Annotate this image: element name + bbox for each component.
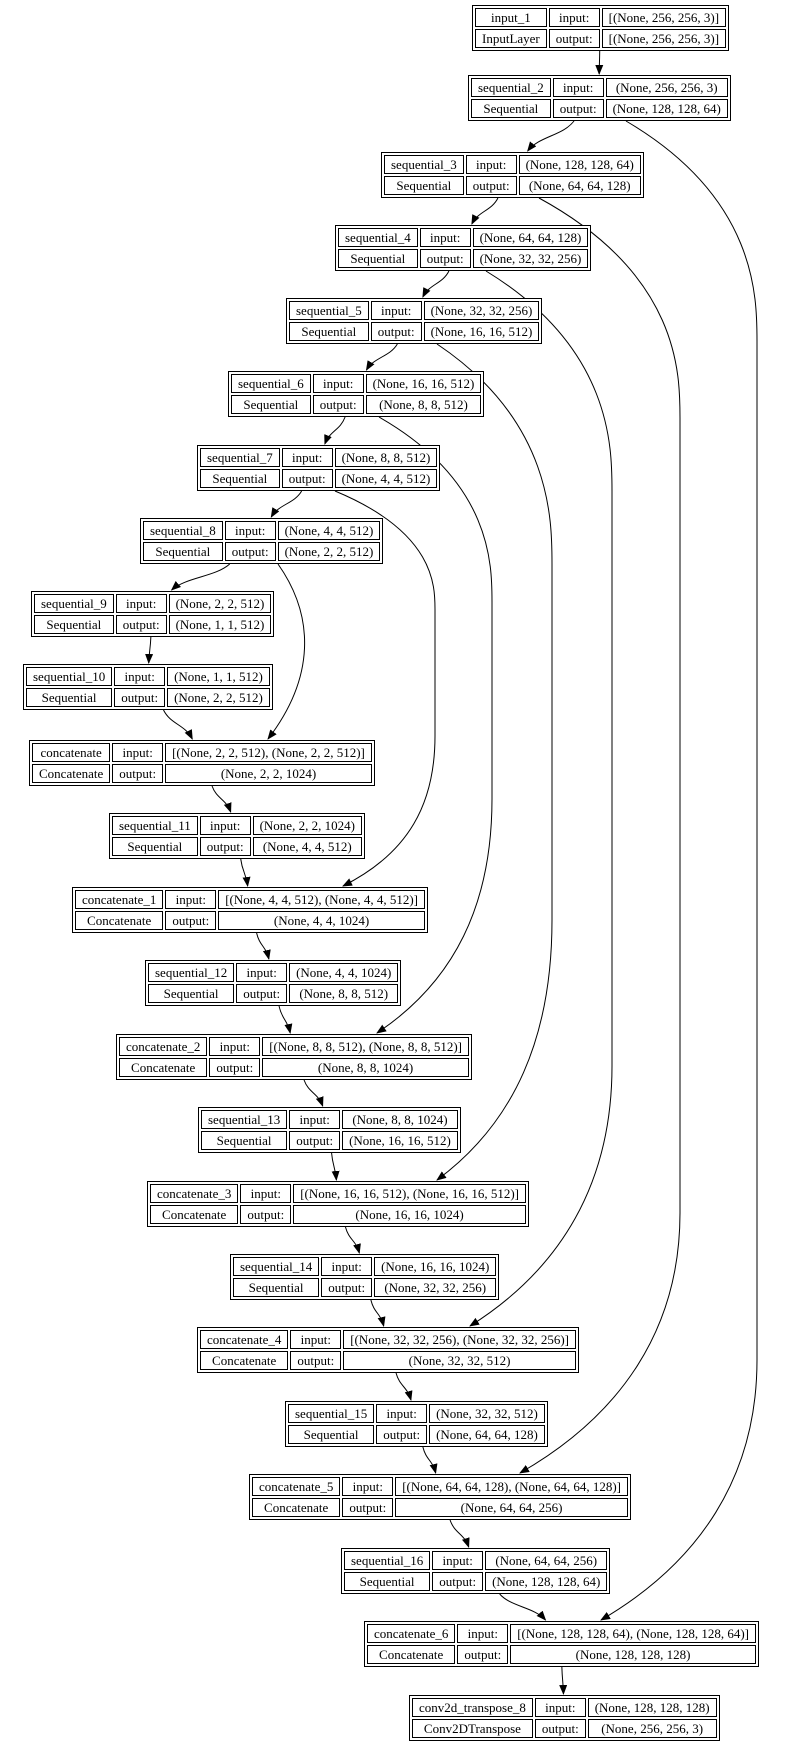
layer-node-sequential_13 [198,1107,461,1153]
input-label: input: [114,667,165,686]
layer-name: sequential_12 [148,963,234,982]
layer-output-row [367,1645,756,1664]
layer-name: sequential_2 [471,78,551,97]
input-label: input: [342,1477,393,1496]
layer-input-row [143,521,380,540]
input-shape: (None, 16, 16, 1024) [374,1257,496,1276]
layer-name: sequential_11 [112,816,198,835]
layer-type: Sequential [143,542,223,561]
input-label: input: [313,374,364,393]
layer-name: input_1 [475,8,547,27]
layer-name: concatenate_3 [150,1184,238,1203]
layer-output-row [143,542,380,561]
input-label: input: [282,448,333,467]
layer-name: concatenate_1 [75,890,163,909]
layer-input-row [150,1184,526,1203]
input-label: input: [432,1551,483,1570]
layer-name: concatenate_4 [200,1330,288,1349]
layer-type: Sequential [471,99,551,118]
layer-node-sequential_6 [228,371,484,417]
output-label: output: [457,1645,508,1664]
layer-output-row [200,1351,576,1370]
layer-type: Sequential [148,984,234,1003]
layer-name: sequential_4 [338,228,418,247]
input-label: input: [236,963,287,982]
output-label: output: [553,99,604,118]
layer-input-row [384,155,641,174]
input-shape: (None, 1, 1, 512) [167,667,270,686]
layer-input-row [412,1698,717,1717]
layer-output-row [75,911,425,930]
layer-input-row [201,1110,458,1129]
layer-type: Sequential [200,469,280,488]
output-shape: (None, 8, 8, 1024) [262,1058,469,1077]
layer-name: sequential_15 [288,1404,374,1423]
input-shape: (None, 32, 32, 512) [429,1404,545,1423]
layer-node-concatenate_4 [197,1327,579,1373]
layer-output-row [475,29,726,48]
output-label: output: [432,1572,483,1591]
layer-type: Sequential [288,1425,374,1444]
input-label: input: [371,301,422,320]
output-label: output: [209,1058,260,1077]
layer-node-sequential_3 [381,152,644,198]
layer-output-row [412,1719,717,1738]
output-label: output: [290,1351,341,1370]
input-label: input: [549,8,600,27]
layer-output-row [148,984,398,1003]
output-label: output: [371,322,422,341]
input-shape: [(None, 128, 128, 64), (None, 128, 128, 64)] [510,1624,756,1643]
input-label: input: [165,890,216,909]
output-shape: [(None, 256, 256, 3)] [602,29,726,48]
layer-type: Concatenate [252,1498,340,1517]
layer-input-row [32,743,372,762]
layer-input-row [75,890,425,909]
layer-input-row [26,667,270,686]
layer-input-row [231,374,481,393]
output-shape: (None, 64, 64, 256) [395,1498,628,1517]
output-label: output: [549,29,600,48]
layer-type: Concatenate [200,1351,288,1370]
output-shape: (None, 4, 4, 512) [335,469,438,488]
layer-type: Sequential [233,1278,319,1297]
layer-output-row [119,1058,469,1077]
layer-output-row [34,615,271,634]
layer-output-row [231,395,481,414]
layer-node-concatenate_3 [147,1181,529,1227]
layer-output-row [112,837,362,856]
output-label: output: [114,688,165,707]
layer-output-row [471,99,728,118]
layer-node-sequential_11 [109,813,365,859]
layer-name: sequential_16 [344,1551,430,1570]
layer-node-input_1 [472,5,729,51]
output-shape: (None, 16, 16, 512) [424,322,540,341]
output-shape: (None, 2, 2, 512) [167,688,270,707]
layer-type: Concatenate [32,764,110,783]
input-shape: [(None, 64, 64, 128), (None, 64, 64, 128)] [395,1477,628,1496]
output-label: output: [420,249,471,268]
input-label: input: [420,228,471,247]
layer-name: sequential_14 [233,1257,319,1276]
layer-name: sequential_10 [26,667,112,686]
output-label: output: [282,469,333,488]
input-shape: (None, 256, 256, 3) [606,78,728,97]
output-label: output: [236,984,287,1003]
layer-node-sequential_2 [468,75,731,121]
input-shape: [(None, 8, 8, 512), (None, 8, 8, 512)] [262,1037,469,1056]
input-shape: (None, 128, 128, 64) [519,155,641,174]
layer-input-row [200,1330,576,1349]
input-label: input: [376,1404,427,1423]
layer-name: concatenate_2 [119,1037,207,1056]
output-shape: (None, 2, 2, 1024) [165,764,372,783]
input-shape: (None, 16, 16, 512) [366,374,482,393]
layer-type: Sequential [231,395,311,414]
layer-type: Concatenate [150,1205,238,1224]
output-label: output: [165,911,216,930]
layer-node-concatenate [29,740,375,786]
input-label: input: [112,743,163,762]
input-shape: (None, 2, 2, 1024) [253,816,362,835]
layer-type: Concatenate [367,1645,455,1664]
layer-input-row [289,301,539,320]
output-shape: (None, 16, 16, 512) [342,1131,458,1150]
layer-node-sequential_5 [286,298,542,344]
layer-input-row [148,963,398,982]
output-label: output: [112,764,163,783]
layer-input-row [338,228,588,247]
input-label: input: [553,78,604,97]
input-label: input: [321,1257,372,1276]
input-label: input: [240,1184,291,1203]
output-label: output: [289,1131,340,1150]
layer-type: Sequential [344,1572,430,1591]
input-shape: (None, 32, 32, 256) [424,301,540,320]
output-shape: (None, 128, 128, 128) [510,1645,756,1664]
layer-name: sequential_7 [200,448,280,467]
layer-input-row [200,448,437,467]
layer-input-row [471,78,728,97]
layer-output-row [289,322,539,341]
layer-name: sequential_3 [384,155,464,174]
layer-node-sequential_16 [341,1548,610,1594]
layer-output-row [26,688,270,707]
input-label: input: [535,1698,586,1717]
output-label: output: [240,1205,291,1224]
layer-input-row [344,1551,607,1570]
input-shape: (None, 4, 4, 512) [278,521,381,540]
input-shape: (None, 2, 2, 512) [169,594,272,613]
input-shape: (None, 128, 128, 128) [588,1698,717,1717]
output-label: output: [535,1719,586,1738]
input-shape: (None, 4, 4, 1024) [289,963,398,982]
output-shape: (None, 2, 2, 512) [278,542,381,561]
output-shape: (None, 4, 4, 512) [253,837,362,856]
layer-type: Sequential [384,176,464,195]
layer-node-sequential_15 [285,1401,548,1447]
layer-input-row [233,1257,496,1276]
output-label: output: [225,542,276,561]
output-shape: (None, 32, 32, 512) [343,1351,576,1370]
layer-output-row [233,1278,496,1297]
layer-output-row [338,249,588,268]
output-shape: (None, 8, 8, 512) [289,984,398,1003]
layer-output-row [201,1131,458,1150]
layer-name: concatenate_5 [252,1477,340,1496]
output-label: output: [376,1425,427,1444]
output-shape: (None, 4, 4, 1024) [218,911,425,930]
input-shape: (None, 8, 8, 1024) [342,1110,458,1129]
layer-node-sequential_4 [335,225,591,271]
layer-type: Sequential [289,322,369,341]
output-shape: (None, 32, 32, 256) [473,249,589,268]
layer-type: Conv2DTranspose [412,1719,533,1738]
input-shape: [(None, 32, 32, 256), (None, 32, 32, 256)] [343,1330,576,1349]
layer-node-concatenate_6 [364,1621,759,1667]
layer-name: concatenate_6 [367,1624,455,1643]
output-shape: (None, 32, 32, 256) [374,1278,496,1297]
input-shape: (None, 64, 64, 128) [473,228,589,247]
layer-type: Concatenate [75,911,163,930]
output-label: output: [116,615,167,634]
layer-output-row [32,764,372,783]
layer-input-row [252,1477,628,1496]
layer-input-row [119,1037,469,1056]
layer-name: sequential_6 [231,374,311,393]
input-label: input: [289,1110,340,1129]
layer-output-row [288,1425,545,1444]
layer-input-row [288,1404,545,1423]
input-shape: [(None, 256, 256, 3)] [602,8,726,27]
layer-name: sequential_9 [34,594,114,613]
layer-output-row [252,1498,628,1517]
layer-name: conv2d_transpose_8 [412,1698,533,1717]
layer-input-row [475,8,726,27]
input-label: input: [457,1624,508,1643]
layer-node-concatenate_2 [116,1034,472,1080]
input-label: input: [200,816,251,835]
input-shape: (None, 8, 8, 512) [335,448,438,467]
layer-node-sequential_10 [23,664,273,710]
input-shape: [(None, 4, 4, 512), (None, 4, 4, 512)] [218,890,425,909]
output-label: output: [313,395,364,414]
layer-output-row [150,1205,526,1224]
layer-output-row [384,176,641,195]
layer-node-sequential_7 [197,445,440,491]
output-shape: (None, 128, 128, 64) [606,99,728,118]
output-shape: (None, 64, 64, 128) [519,176,641,195]
layer-type: Concatenate [119,1058,207,1077]
layer-input-row [34,594,271,613]
input-label: input: [466,155,517,174]
layer-type: Sequential [338,249,418,268]
input-shape: [(None, 16, 16, 512), (None, 16, 16, 512)] [293,1184,526,1203]
output-label: output: [466,176,517,195]
layer-output-row [344,1572,607,1591]
output-shape: (None, 1, 1, 512) [169,615,272,634]
output-label: output: [200,837,251,856]
layer-type: Sequential [26,688,112,707]
layer-input-row [367,1624,756,1643]
layer-node-conv2d_transpose_8 [409,1695,720,1741]
layer-name: sequential_5 [289,301,369,320]
layer-type: InputLayer [475,29,547,48]
input-label: input: [290,1330,341,1349]
layer-type: Sequential [112,837,198,856]
output-shape: (None, 256, 256, 3) [588,1719,717,1738]
layer-name: sequential_13 [201,1110,287,1129]
layer-node-concatenate_1 [72,887,428,933]
layer-type: Sequential [201,1131,287,1150]
output-shape: (None, 64, 64, 128) [429,1425,545,1444]
layer-node-sequential_14 [230,1254,499,1300]
layer-name: sequential_8 [143,521,223,540]
layer-node-sequential_12 [145,960,401,1006]
layer-node-sequential_8 [140,518,383,564]
output-shape: (None, 128, 128, 64) [485,1572,607,1591]
output-label: output: [342,1498,393,1517]
layer-output-row [200,469,437,488]
output-shape: (None, 16, 16, 1024) [293,1205,526,1224]
layer-name: concatenate [32,743,110,762]
input-label: input: [209,1037,260,1056]
input-shape: [(None, 2, 2, 512), (None, 2, 2, 512)] [165,743,372,762]
input-label: input: [116,594,167,613]
input-shape: (None, 64, 64, 256) [485,1551,607,1570]
layer-node-sequential_9 [31,591,274,637]
layer-type: Sequential [34,615,114,634]
output-shape: (None, 8, 8, 512) [366,395,482,414]
layer-input-row [112,816,362,835]
output-label: output: [321,1278,372,1297]
input-label: input: [225,521,276,540]
layer-node-concatenate_5 [249,1474,631,1520]
